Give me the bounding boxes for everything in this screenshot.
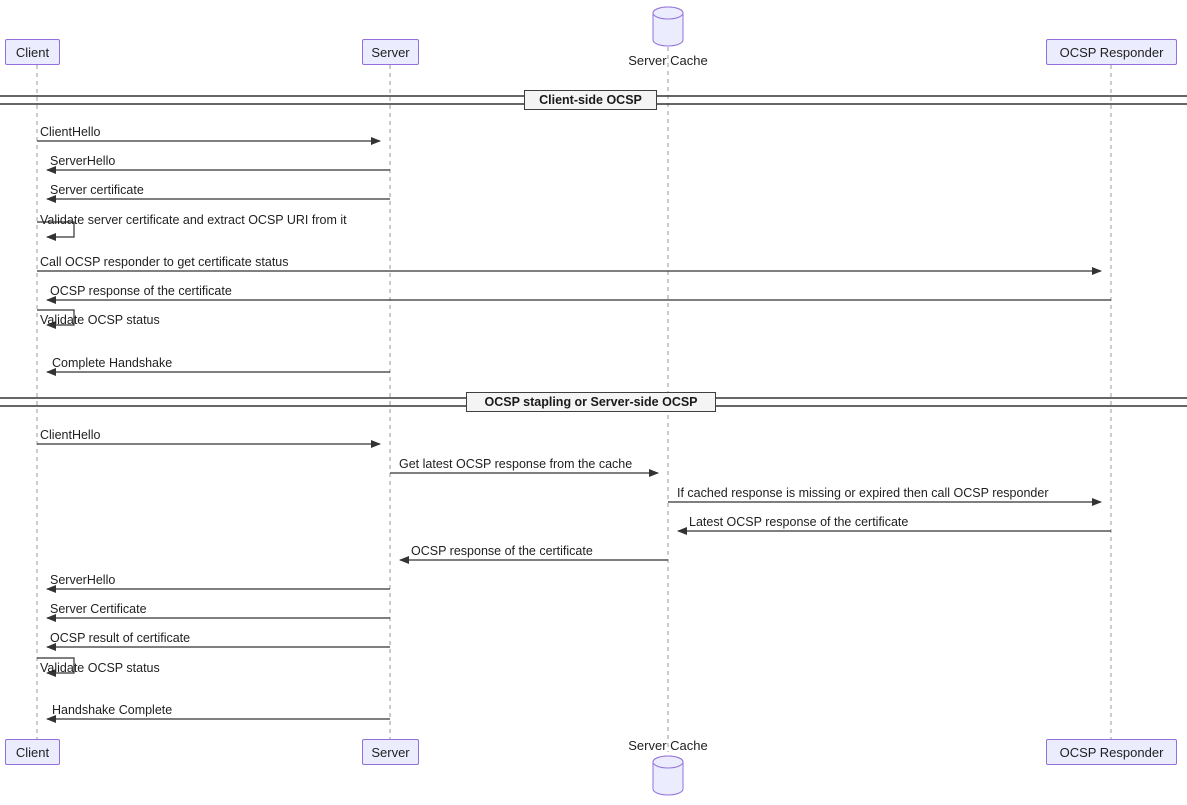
- message-label-handshake-complete: [52, 704, 172, 717]
- participant-label: Client: [15, 44, 50, 60]
- message-label-validate-ocsp-2: [40, 662, 160, 675]
- message-text: Validate OCSP status: [40, 313, 160, 327]
- message-label-ocsp-response-1: [50, 285, 232, 298]
- message-label-call-ocsp-responder: [40, 256, 289, 269]
- message-label-serverhello-1: [50, 155, 115, 168]
- message-text: Server certificate: [50, 183, 144, 197]
- participant-server-bottom[interactable]: [362, 739, 419, 765]
- message-label-clienthello-2: [40, 429, 100, 442]
- message-label-server-certificate: [50, 184, 144, 197]
- message-label-cache-miss-call-ocsp: [677, 487, 1048, 500]
- message-text: Server Certificate: [50, 602, 147, 616]
- participant-client-top[interactable]: [5, 39, 60, 65]
- message-text: OCSP result of certificate: [50, 631, 191, 645]
- message-text: ClientHello: [40, 428, 101, 442]
- participant-label: OCSP Responder: [1059, 744, 1164, 760]
- section-label: Client-side OCSP: [539, 93, 642, 107]
- message-text: ClientHello: [40, 125, 101, 139]
- participant-server-cache-top-label[interactable]: [598, 53, 738, 68]
- participant-label: Server: [371, 44, 410, 60]
- participant-label: Server Cache: [628, 738, 708, 753]
- participant-label: Server Cache: [628, 53, 708, 68]
- participant-ocsp-responder-bottom[interactable]: [1046, 739, 1177, 765]
- server-cache-cylinder-bottom: [653, 756, 683, 795]
- message-text: Validate server certificate and extract OCSP URI from it: [40, 213, 347, 227]
- participant-client-bottom[interactable]: [5, 739, 60, 765]
- message-text: Latest OCSP response of the certificate: [689, 515, 909, 529]
- message-label-latest-ocsp-response: [689, 516, 908, 529]
- message-label-ocsp-response-2: [411, 545, 593, 558]
- message-text: Get latest OCSP response from the cache: [399, 457, 633, 471]
- server-cache-cylinder-top: [653, 7, 683, 46]
- message-text: If cached response is missing or expired then call OCSP responder: [677, 486, 1049, 500]
- message-text: ServerHello: [50, 573, 116, 587]
- participant-label: Server: [371, 744, 410, 760]
- message-text: Complete Handshake: [52, 356, 173, 370]
- message-text: OCSP response of the certificate: [411, 544, 593, 558]
- message-arrows: [37, 141, 1111, 719]
- message-label-validate-cert: [40, 214, 347, 227]
- message-label-complete-handshake: [52, 357, 172, 370]
- section-header-ocsp-stapling: [466, 392, 716, 412]
- message-text: Handshake Complete: [52, 703, 173, 717]
- participant-label: Client: [15, 744, 50, 760]
- section-label: OCSP stapling or Server-side OCSP: [484, 395, 698, 409]
- participant-server-cache-bottom-label[interactable]: [598, 738, 738, 753]
- message-label-clienthello-1: [40, 126, 100, 139]
- section-header-client-side-ocsp: [524, 90, 657, 110]
- message-label-validate-ocsp-1: [40, 314, 160, 327]
- message-label-get-latest-from-cache: [399, 458, 632, 471]
- participant-ocsp-responder-top[interactable]: [1046, 39, 1177, 65]
- message-label-server-certificate-2: [50, 603, 147, 616]
- message-text: Validate OCSP status: [40, 661, 160, 675]
- section-divider-lines: [0, 96, 1187, 406]
- message-text: Call OCSP responder to get certificate status: [40, 255, 289, 269]
- message-label-ocsp-result: [50, 632, 190, 645]
- message-label-serverhello-2: [50, 574, 115, 587]
- message-text: ServerHello: [50, 154, 116, 168]
- participant-label: OCSP Responder: [1059, 44, 1164, 60]
- participant-server-top[interactable]: [362, 39, 419, 65]
- message-text: OCSP response of the certificate: [50, 284, 232, 298]
